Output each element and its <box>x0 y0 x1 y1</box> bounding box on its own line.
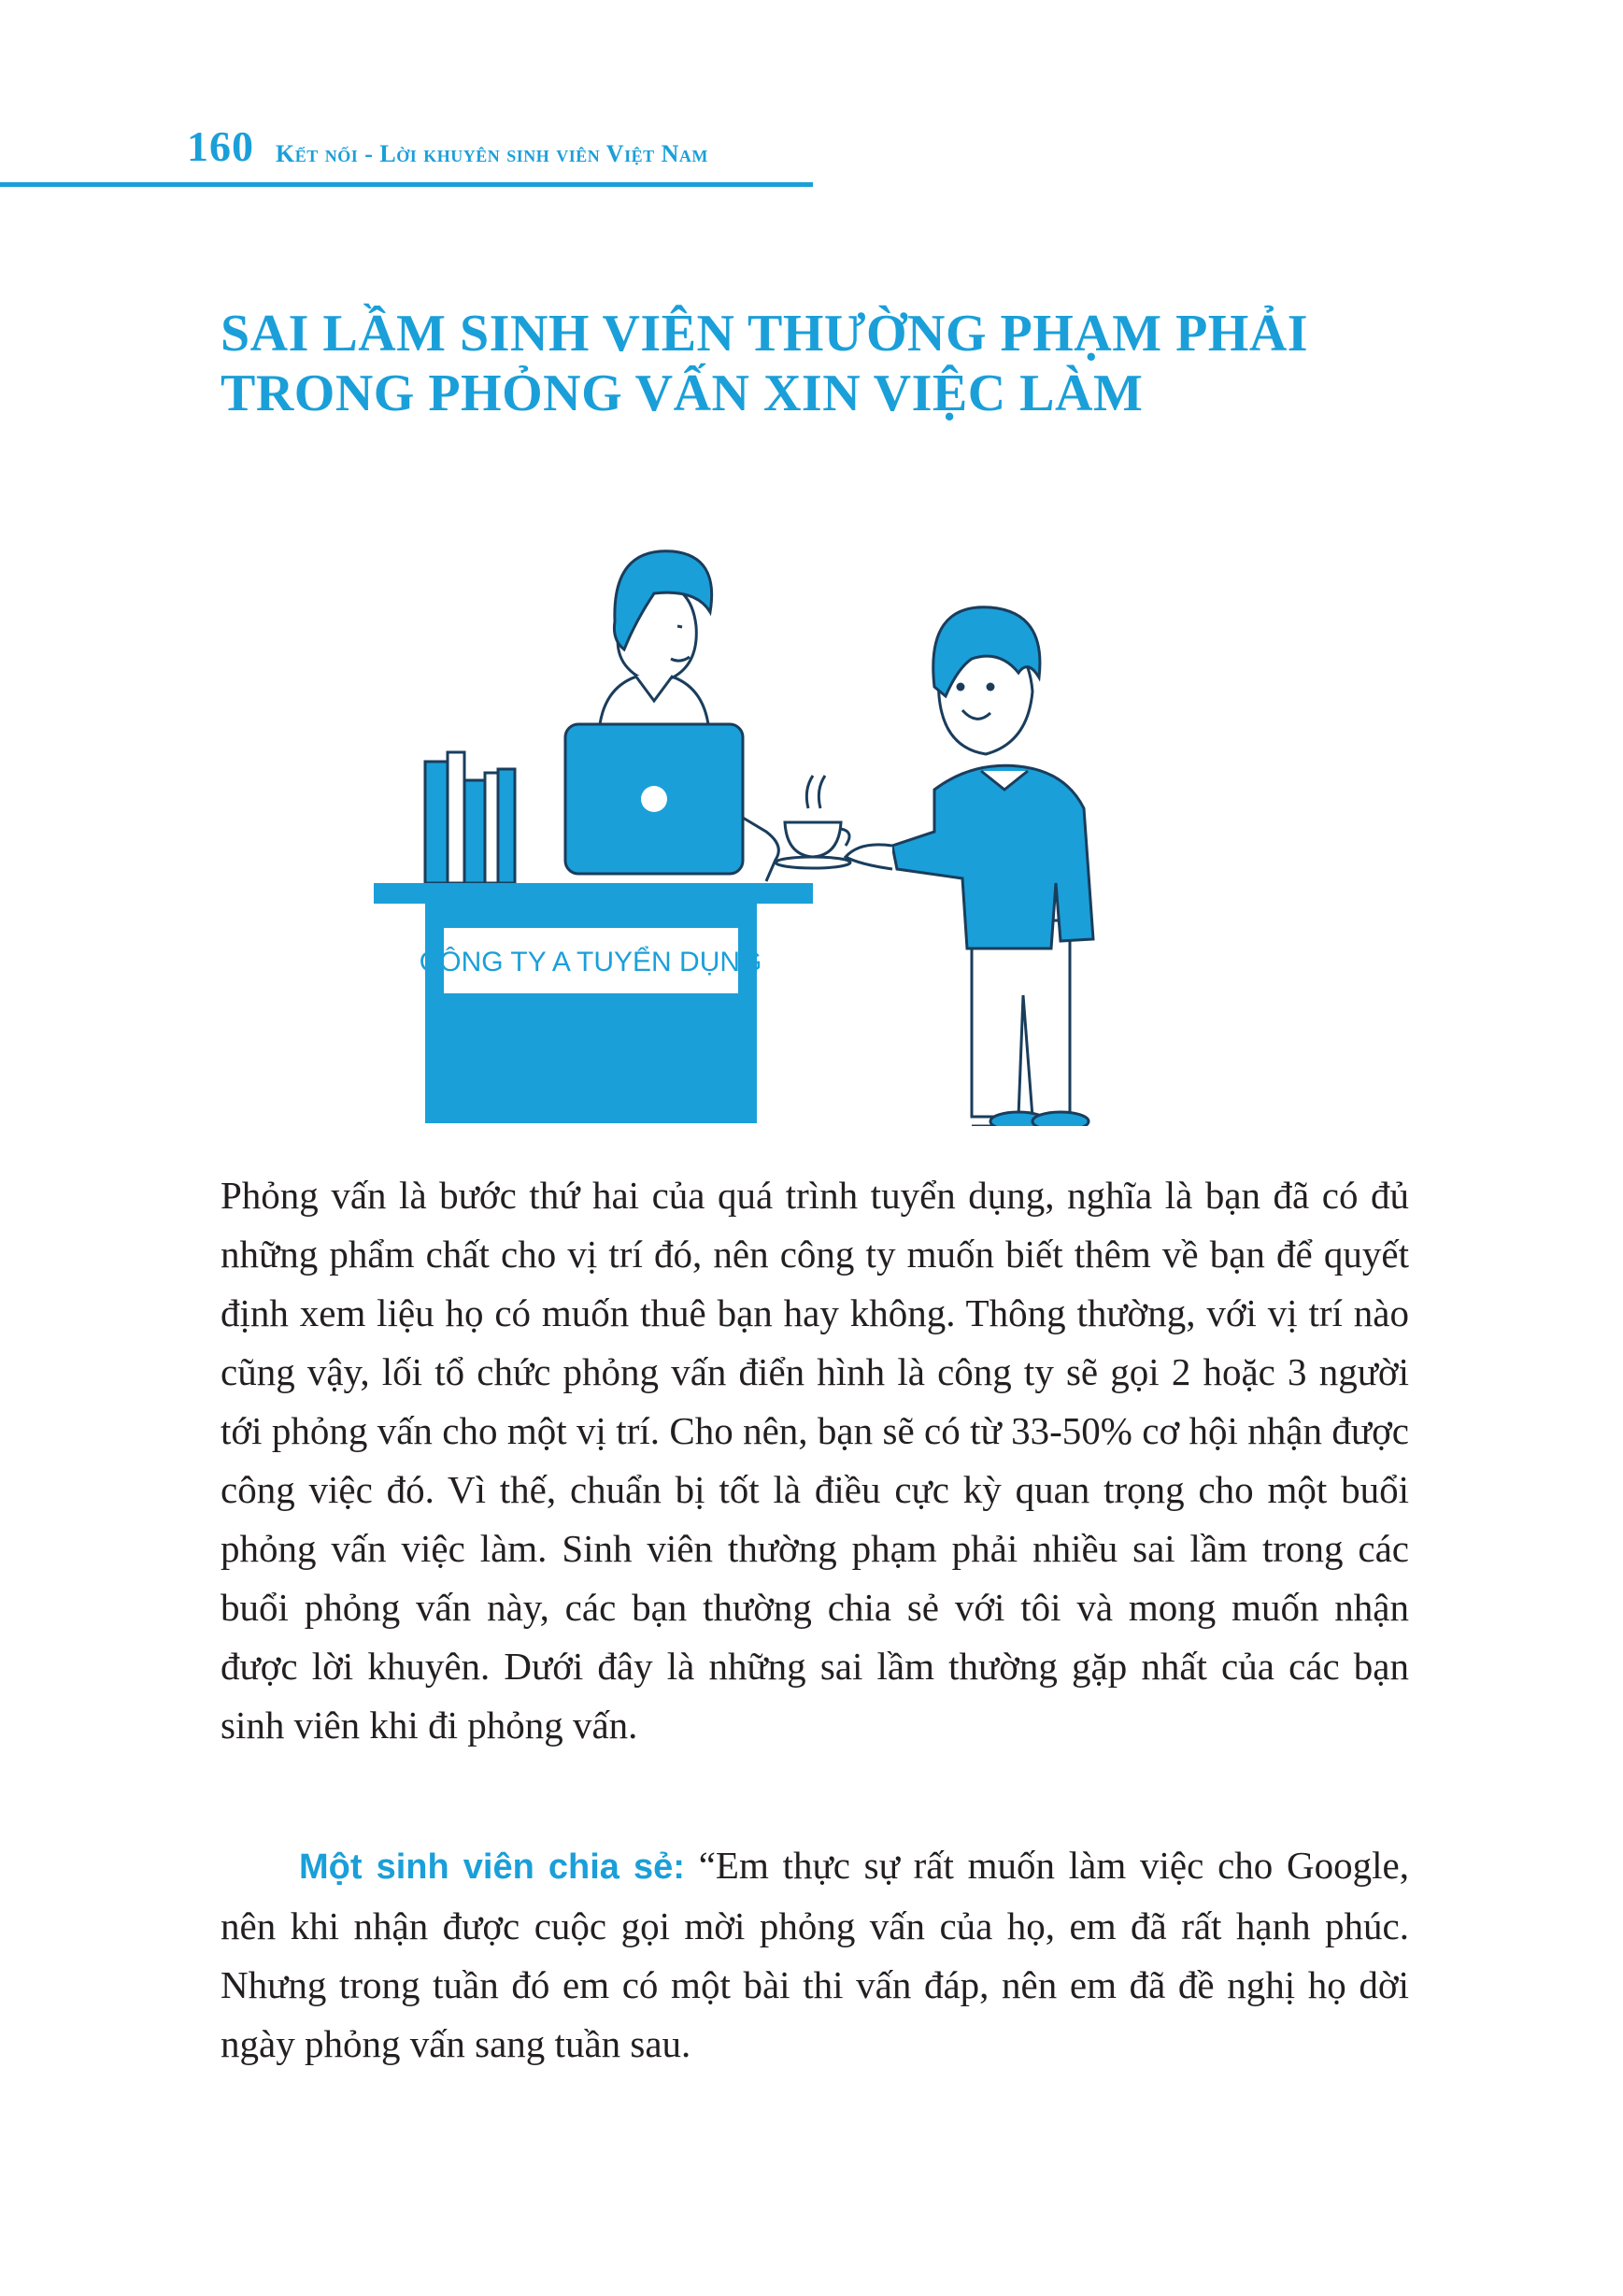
page-number: 160 <box>187 122 254 170</box>
chapter-title-line-1: SAI LẦM SINH VIÊN THƯỜNG PHẠM PHẢI <box>221 305 1309 363</box>
desk-sign: CÔNG TY A TUYỂN DỤNG <box>419 947 762 977</box>
running-title: Kết nối - Lời khuyên sinh viên Việt Nam <box>276 140 708 167</box>
body-paragraph-1: Phỏng vấn là bước thứ hai của quá trình tuyển dụng, nghĩa là bạn đã có đủ những phẩm chất cho vị trí đó, nên công ty muốn biết thêm về bạn để quyết định xem liệu họ có muốn thuê bạn hay không. Thông thường, với vị trí nào cũng vậy, lối tổ chức phỏng vấn điển hình là công ty sẽ gọi 2 hoặc 3 người tới phỏng vấn cho một vị trí. Cho nên, bạn sẽ có từ 33-50% cơ hội nhận được công việc đó. Vì thế, chuẩn bị tốt là điều cực kỳ quan trọng cho một buổi phỏng vấn việc làm. Sinh viên thường phạm phải nhiều sai lầm trong các buổi phỏng vấn này, các bạn thường chia sẻ với tôi và mong muốn nhận được lời khuyên. Dưới đây là những sai lầm thường gặp nhất của các bạn sinh viên khi đi phỏng vấn. <box>221 1174 1409 1747</box>
body-paragraph-2 <box>221 1836 1409 2074</box>
books-icon <box>425 752 515 883</box>
interview-illustration <box>374 509 1177 1126</box>
coffee-cup-icon <box>776 776 850 868</box>
candidate-figure <box>846 607 1093 1126</box>
desk <box>374 883 813 1123</box>
chapter-title <box>221 304 1435 423</box>
header-rule <box>0 182 813 187</box>
laptop-icon <box>565 724 778 881</box>
chapter-title-line-2: TRONG PHỎNG VẤN XIN VIỆC LÀM <box>221 364 1144 422</box>
running-header <box>0 120 1623 187</box>
quote-text: “Em thực sự rất muốn làm việc cho Google, nên khi nhận được cuộc gọi mời phỏng vấn của họ, em đã rất hạnh phúc. Nhưng trong tuần đó em có một bài thi vấn đáp, nên em đã đề nghị họ dời ngày phỏng vấn sang tuần sau. <box>221 1844 1409 2065</box>
quote-lead: Một sinh viên chia sẻ: <box>299 1847 685 1887</box>
